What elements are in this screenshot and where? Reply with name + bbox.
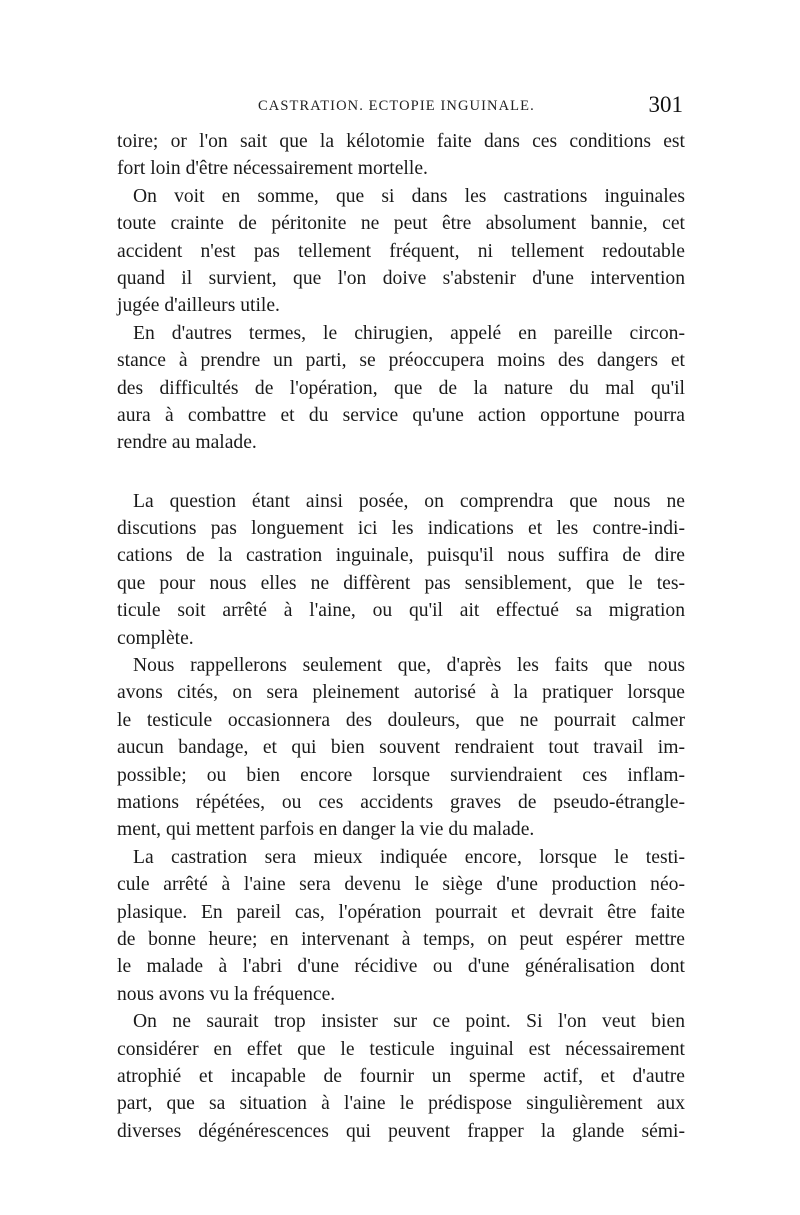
paragraph [117, 1008, 685, 1145]
text-line: En d'autres termes, le chirugien, appelé en pareille circon- [133, 322, 685, 344]
text-line: jugée d'ailleurs utile. [117, 295, 280, 317]
text-line: discutions pas longuement ici les indications et les contre-indi- [117, 518, 685, 540]
text-line: toire; or l'on sait que la kélotomie faite dans ces conditions est [117, 131, 685, 152]
paragraph [117, 320, 685, 457]
paragraph [117, 488, 685, 652]
text-line: le testicule occasionnera des douleurs, que ne pourrait calmer [117, 709, 685, 731]
text-line: fort loin d'être nécessairement mortelle. [117, 158, 428, 180]
text-line: quand il survient, que l'on doive s'abstenir d'une intervention [117, 267, 685, 289]
text-line: Nous rappellerons seulement que, d'après les faits que nous [133, 655, 685, 677]
text-line: plasique. En pareil cas, l'opération pourrait et devrait être faite [117, 901, 685, 923]
paragraph [117, 844, 685, 1008]
text-line: diverses dégénérescences qui peuvent frapper la glande sémi- [117, 1120, 685, 1142]
text-line: nous avons vu la fréquence. [117, 983, 336, 1005]
text-line: atrophié et incapable de fournir un sperme actif, et d'autre [117, 1065, 685, 1087]
running-title: CASTRATION. ECTOPIE INGUINALE. [258, 98, 535, 114]
text-line: des difficultés de l'opération, que de la nature du mal qu'il [117, 377, 685, 399]
text-line: possible; ou bien encore lorsque surviendraient ces inflam- [117, 764, 685, 786]
page-number: 301 [648, 92, 683, 117]
text-line: complète. [117, 627, 194, 649]
text-line: On ne saurait trop insister sur ce point. Si l'on veut bien [133, 1011, 685, 1033]
text-line: ment, qui mettent parfois en danger la vie du malade. [117, 819, 535, 841]
text-line: On voit en somme, que si dans les castrations inguinales [133, 185, 685, 207]
text-line: toute crainte de péritonite ne peut être absolument bannie, cet [117, 213, 685, 235]
text-line: considérer en effet que le testicule inguinal est nécessairement [117, 1038, 685, 1060]
text-line: aucun bandage, et qui bien souvent rendraient tout travail im- [117, 737, 685, 759]
section-gap [117, 457, 685, 488]
text-line: accident n'est pas tellement fréquent, ni tellement redoutable [117, 240, 685, 262]
text-line: avons cités, on sera pleinement autorisé à la pratiquer lorsque [117, 682, 685, 704]
text-line: aura à combattre et du service qu'une action opportune pourra [117, 404, 685, 426]
text-line: mations répétées, ou ces accidents graves de pseudo-étrangle- [117, 791, 685, 813]
text-line: ticule soit arrêté à l'aine, ou qu'il ait effectué sa migration [117, 600, 685, 622]
text-line: cations de la castration inguinale, puisqu'il nous suffira de dire [117, 545, 685, 567]
text-line: de bonne heure; en intervenant à temps, on peut espérer mettre [117, 928, 685, 950]
text-line: La castration sera mieux indiquée encore, lorsque le testi- [133, 846, 685, 868]
text-line: stance à prendre un parti, se préoccupera moins des dangers et [117, 350, 685, 372]
text-line: rendre au malade. [117, 432, 257, 454]
text-line: le malade à l'abri d'une récidive ou d'une généralisation dont [117, 956, 685, 978]
paragraph [117, 128, 685, 183]
text-line: cule arrêté à l'aine sera devenu le siège d'une production néo- [117, 874, 685, 896]
running-head [115, 92, 685, 126]
text-line: que pour nous elles ne diffèrent pas sensiblement, que le tes- [117, 572, 685, 594]
text-line: La question étant ainsi posée, on comprendra que nous ne [133, 490, 685, 512]
paragraph [117, 183, 685, 320]
body-text [117, 128, 685, 1145]
text-line: part, que sa situation à l'aine le prédispose singulièrement aux [117, 1093, 685, 1115]
paragraph [117, 652, 685, 844]
